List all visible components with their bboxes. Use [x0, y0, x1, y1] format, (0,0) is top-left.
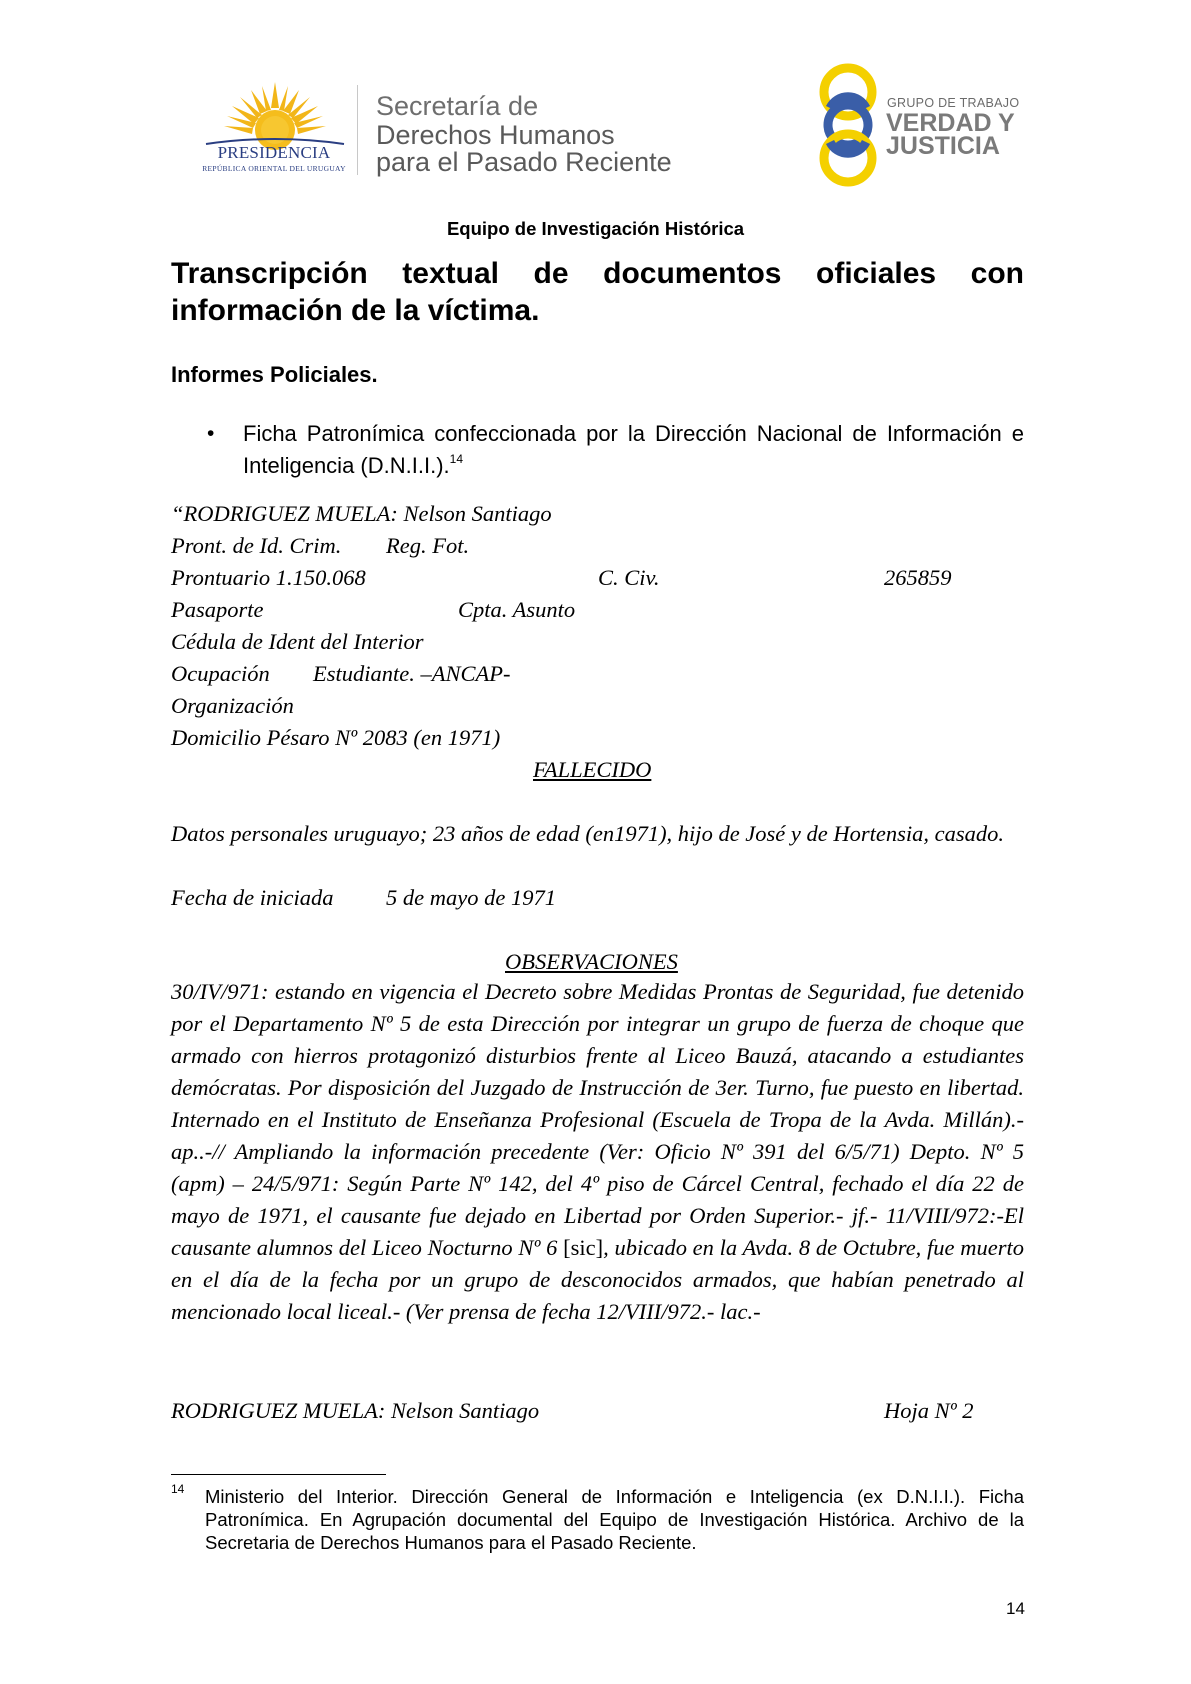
ficha-ocupacion-label: Ocupación: [171, 661, 270, 686]
team-heading: Equipo de Investigación Histórica: [446, 218, 745, 239]
secretaria-line-1: Secretaría de: [376, 91, 539, 121]
observaciones-part-2: , ubicado en la Avda. 8 de Octubre, fue muerto en el día de la fecha por un grupo de desconocidos armados, que habían penetrado al mencionado local liceal.- (Ver prensa de fecha 12/VIII/972.- lac.-: [171, 1235, 1025, 1324]
bullet-item: [243, 418, 1024, 482]
footnote-divider: [171, 1474, 386, 1475]
ficha-pront-id: Pront. de Id. Crim.: [171, 533, 342, 558]
ficha-datos: Datos personales uruguayo; 23 años de edad (en1971), hijo de José y de Hortensia, casado.: [171, 821, 1004, 846]
ficha-c-civ-number: 265859: [884, 565, 952, 590]
bullet-icon: •: [207, 422, 215, 445]
ficha-c-civ: C. Civ.: [598, 565, 660, 590]
header-divider: [357, 85, 358, 175]
ficha-cedula: Cédula de Ident del Interior: [171, 629, 424, 654]
sun-emblem-icon: [196, 80, 354, 150]
ficha-reg-fot: Reg. Fot.: [386, 533, 470, 558]
footnote-number: 14: [171, 1482, 185, 1496]
ficha-cpta-asunto: Cpta. Asunto: [458, 597, 576, 622]
section-heading: Informes Policiales.: [171, 362, 378, 387]
grupo-line-1: GRUPO DE TRABAJO: [887, 96, 1020, 110]
presidencia-subtitle: REPÚBLICA ORIENTAL DEL URUGUAY: [202, 164, 346, 173]
secretaria-line-2: Derechos Humanos: [376, 120, 615, 150]
ficha-organizacion: Organización: [171, 693, 294, 718]
bullet-text: Ficha Patronímica confeccionada por la Dirección Nacional de Información e Inteligencia (D.N.I.I.).: [243, 421, 1024, 478]
ficha-domicilio: Domicilio Pésaro Nº 2083 (en 1971): [171, 725, 501, 750]
sic-mark: [sic]: [563, 1235, 604, 1260]
ficha-fecha-value: 5 de mayo de 1971: [386, 885, 556, 910]
observaciones-part-1: 30/IV/971: estando en vigencia el Decreto sobre Medidas Prontas de Seguridad, fue detenido por el Departamento Nº 5 de esta Dirección por integrar un grupo de fuerza de choque que armado con hierros protagonizó disturbios frente al Liceo Bauzá, atacando a estudiantes demócratas. Por disposición del Juzgado de Instrucción de 3er. Turno, fue puesto en libertad. Internado en el Instituto de Enseñanza Profesional (Escuela de Tropa de la Avda. Millán).- ap..-// Ampliando la información precedente (Ver: Oficio Nº 391 del 6/5/71) Depto. Nº 5 (apm) – 24/5/971: Según Parte Nº 142, del 4º piso de Cárcel Central, fechado el día 22 de mayo de 1971, el causante fue dejado en Libertad por Orden Superior.- jf.- 11/VIII/972:-El causante alumnos del Liceo Nocturno Nº 6: [171, 979, 1024, 1260]
ficha-prontuario: Prontuario 1.150.068: [171, 565, 366, 590]
grupo-line-2: VERDAD Y: [886, 109, 1015, 137]
observaciones-title: OBSERVACIONES: [505, 949, 678, 974]
ficha-ocupacion-value: Estudiante. –ANCAP-: [313, 661, 511, 686]
footnote-text: Ministerio del Interior. Dirección General de Información e Inteligencia (ex D.N.I.I.). Ficha Patronímica. En Agrupación documental del Equipo de Investigación Histórica. Archivo de la Secretaria de Derechos Humanos para el Pasado Reciente.: [205, 1486, 1024, 1553]
observaciones-text: [171, 976, 1024, 1328]
ficha-footer-hoja: Hoja Nº 2: [884, 1398, 974, 1423]
ficha-fallecido: FALLECIDO: [533, 757, 652, 782]
ficha-fecha-label: Fecha de iniciada: [171, 885, 334, 910]
ficha-footer-name: RODRIGUEZ MUELA: Nelson Santiago: [171, 1398, 540, 1423]
footnote-ref[interactable]: 14: [449, 452, 463, 466]
grupo-line-3: JUSTICIA: [886, 132, 1000, 160]
page-title: Transcripción textual de documentos oficiales con información de la víctima.: [171, 257, 1024, 327]
secretaria-line-3: para el Pasado Reciente: [376, 147, 672, 177]
ficha-name: “RODRIGUEZ MUELA: Nelson Santiago: [171, 501, 552, 526]
presidencia-name: PRESIDENCIA: [217, 143, 331, 162]
ficha-pasaporte: Pasaporte: [171, 597, 264, 622]
page-number: 14: [1006, 1599, 1025, 1618]
